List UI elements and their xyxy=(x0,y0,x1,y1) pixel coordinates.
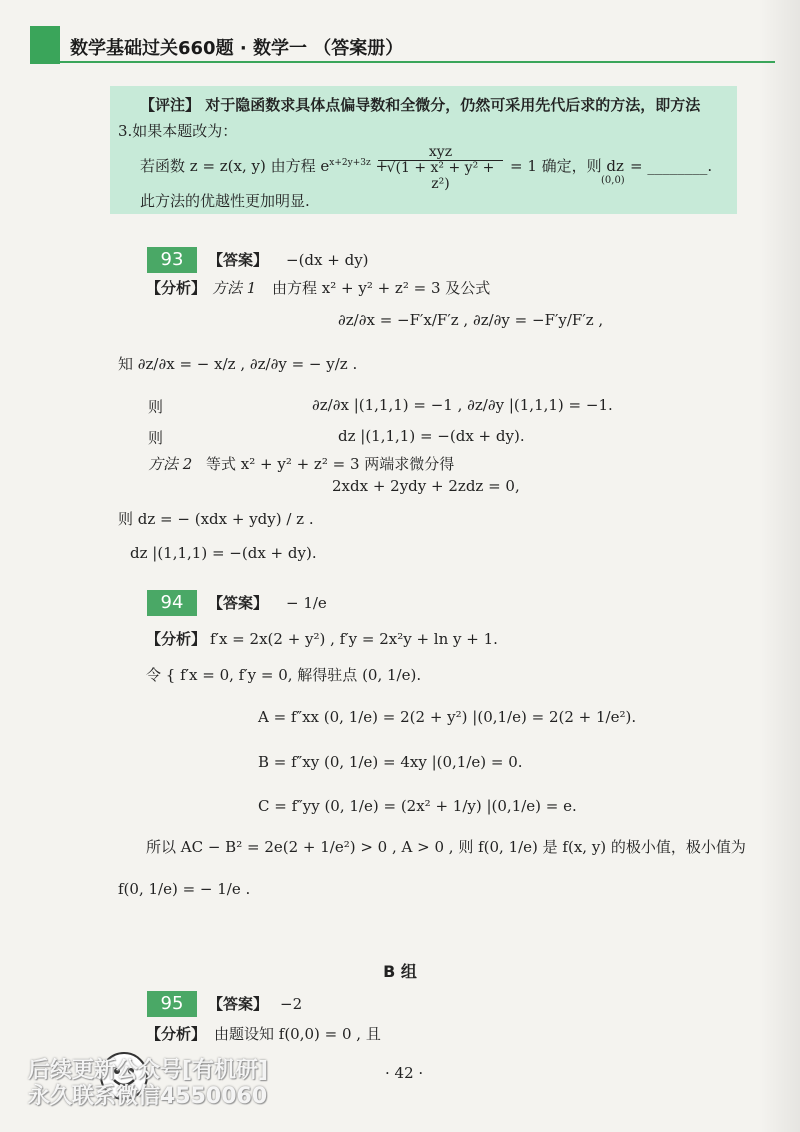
q93-formula: ∂z/∂x = −F′x/F′z , ∂z/∂y = −F′y/F′z , xyxy=(338,311,604,329)
q95-analysis-label: 【分析】 xyxy=(146,1025,207,1043)
q94-C: C = f″yy (0, 1/e) = (2x² + 1/y) |(0,1/e) = e. xyxy=(258,797,577,815)
q93-analysis-label: 【分析】 xyxy=(146,279,207,297)
q94-minimum: f(0, 1/e) = − 1/e . xyxy=(118,880,251,898)
q93-then-1-label: 则 xyxy=(148,398,164,416)
q93-line-1: 由方程 x² + y² + z² = 3 及公式 xyxy=(272,279,491,297)
note-eq-exp: x+2y+3z xyxy=(329,158,371,168)
note-frac-num: xyz xyxy=(378,145,503,161)
page-header xyxy=(30,20,770,66)
watermark-line-2: 永久联系微信4550060 xyxy=(28,1084,268,1110)
q93-method-1: 方法 1 xyxy=(212,279,257,297)
q93-differential: 2xdx + 2ydy + 2zdz = 0, xyxy=(332,477,520,495)
q93-method-2: 方法 2 xyxy=(148,455,193,473)
watermark xyxy=(28,1058,268,1111)
q93-then-3: 则 dz = − (xdx + ydy) / z . xyxy=(118,510,314,528)
note-fraction xyxy=(378,145,503,192)
q94-conclusion: 所以 AC − B² = 2e(2 + 1/e²) > 0 , A > 0 , 则 f(0, 1/e) 是 f(x, y) 的极小值，极小值为 xyxy=(146,838,746,856)
question-94-number: 94 xyxy=(147,590,197,616)
page-number: · 42 · xyxy=(385,1064,424,1082)
q93-answer-label: 【答案】 xyxy=(208,251,269,269)
header-rule xyxy=(60,61,775,63)
note-line-3-pre: 若函数 z = z(x, y) 由方程 $e^{x+2y+3z}$ + xyxy=(140,157,389,175)
q93-know: 知 ∂z/∂x = − x/z , ∂z/∂y = − y/z . xyxy=(118,355,358,373)
q94-line-1: f′x = 2x(2 + y²) , f′y = 2x²y + ln y + 1. xyxy=(210,630,498,648)
q95-answer-label: 【答案】 xyxy=(208,995,269,1013)
note-eq-pre: 若函数 z = z(x, y) 由方程 e xyxy=(140,157,330,175)
question-95-number: 95 xyxy=(147,991,197,1017)
q93-answer: −(dx + dy) xyxy=(286,251,369,269)
header-title: 数学基础过关660题 · 数学一 （答案册） xyxy=(70,38,404,59)
q94-answer-label: 【答案】 xyxy=(208,594,269,612)
note-line-3-post: = 1 确定，则 dz xyxy=(510,157,624,175)
q94-line-2: 令 { f′x = 0, f′y = 0, 解得驻点 (0, 1/e). xyxy=(146,666,422,684)
q94-A: A = f″xx (0, 1/e) = 2(2 + y²) |(0,1/e) = 2(2 + 1/e²). xyxy=(258,708,637,726)
q93-line-2: 等式 x² + y² + z² = 3 两端求微分得 xyxy=(206,455,455,473)
q94-B: B = f″xy (0, 1/e) = 4xy |(0,1/e) = 0. xyxy=(258,753,523,771)
note-line-3-blank: = ________. xyxy=(630,157,713,175)
note-line-3-sub: (0,0) xyxy=(601,175,625,186)
q94-analysis-label: 【分析】 xyxy=(146,630,207,648)
q94-answer: − 1/e xyxy=(286,594,327,612)
q95-answer: −2 xyxy=(280,995,303,1013)
note-frac-den: √(1 + x² + y² + z²) xyxy=(386,160,495,192)
header-color-block xyxy=(30,26,60,64)
q95-line-1: 由题设知 f(0,0) = 0 , 且 xyxy=(214,1025,381,1043)
q93-then-1: ∂z/∂x |(1,1,1) = −1 , ∂z/∂y |(1,1,1) = −1. xyxy=(312,396,613,414)
q93-result: dz |(1,1,1) = −(dx + dy). xyxy=(130,544,317,562)
q93-then-2: dz |(1,1,1) = −(dx + dy). xyxy=(338,427,525,445)
note-line-4: 此方法的优越性更加明显. xyxy=(140,192,310,210)
note-line-2: 3.如果本题改为： xyxy=(118,122,238,140)
question-93-number: 93 xyxy=(147,247,197,273)
q93-then-2-label: 则 xyxy=(148,429,164,447)
note-line-1: 【评注】 对于隐函数求具体点偏导数和全微分，仍然可采用先代后求的方法，即方法 xyxy=(140,96,701,114)
group-title: B 组 xyxy=(383,962,417,981)
watermark-line-1: 后续更新公众号[有机研] xyxy=(28,1058,269,1083)
